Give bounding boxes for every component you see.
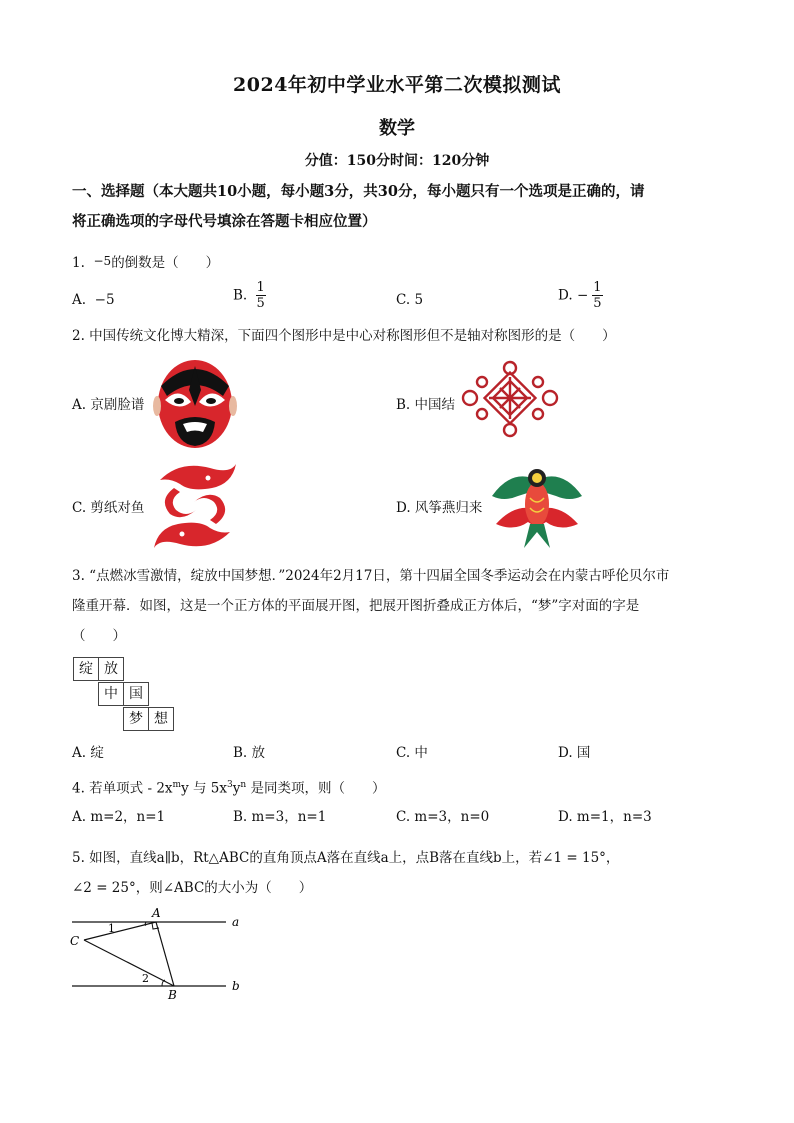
- mask-mouth: [183, 422, 207, 432]
- knot-loop-bl: [477, 409, 487, 419]
- knot-grid: [489, 377, 531, 419]
- q5-geometry-figure: [66, 904, 256, 1004]
- swallow-kite-image: [490, 462, 584, 550]
- q5-line2: ∠2 = 25°，则∠ABC的大小为（ ）: [72, 880, 313, 896]
- net-cell-1: 绽: [73, 657, 99, 681]
- fish-bottom-body: [154, 523, 230, 548]
- q1-option-d: [558, 280, 603, 311]
- mask-right-ear: [229, 396, 237, 416]
- q4-exp-3: 3: [227, 780, 233, 790]
- q4-option-b: B. m=3，n=1: [233, 809, 327, 825]
- label-angle-2: 2: [142, 972, 149, 985]
- label-B: B: [168, 988, 177, 1002]
- mask-left-eye: [174, 398, 184, 404]
- q4-option-c: C. m=3，n=0: [396, 809, 490, 825]
- net-cell-4: 国: [123, 682, 149, 706]
- segment-cb: [84, 940, 174, 986]
- q3-line2: 隆重开幕．如图，这是一个正方体的平面展开图，把展开图折叠成正方体后，“梦”字对面的字是: [72, 598, 640, 614]
- q1-neg5: −5: [93, 254, 112, 268]
- section-heading-line1: 一、选择题（本大题共10小题，每小题3分，共30分，每小题只有一个选项是正确的，请: [72, 183, 645, 200]
- q1-d-den: 5: [593, 296, 602, 311]
- subject-title: 数学: [379, 118, 415, 139]
- q1-a-label: A.: [72, 292, 87, 308]
- q4-stem: [72, 775, 385, 799]
- q1-option-c: [396, 290, 423, 310]
- q1-b-num: 1: [256, 280, 265, 295]
- q2-option-c: C. 剪纸对鱼: [72, 500, 145, 516]
- q1-stem-text: 的倒数是（ ）: [111, 255, 220, 271]
- kite-face: [532, 473, 542, 483]
- label-angle-1: 1: [108, 922, 115, 935]
- q2-option-b: B. 中国结: [396, 397, 456, 413]
- q4-exp-m: m: [172, 780, 182, 790]
- mask-right-eye: [206, 398, 216, 404]
- fish-bottom-eye: [180, 532, 185, 537]
- q1-c-text: 5: [414, 292, 424, 308]
- net-cell-2: 放: [98, 657, 124, 681]
- q3-option-c: C. 中: [396, 745, 428, 761]
- q4-exp-n: n: [240, 780, 247, 790]
- q1-option-a: [72, 290, 115, 310]
- chinese-knot-image: [460, 360, 560, 442]
- q1-b-label: B.: [233, 287, 248, 304]
- knot-loop-tl: [477, 377, 487, 387]
- section-heading: [72, 177, 722, 237]
- q4-option-d: D. m=1，n=3: [558, 809, 652, 825]
- q1-b-fraction: [256, 280, 266, 311]
- right-angle-mark: [152, 923, 159, 929]
- q1-option-b: [233, 280, 266, 311]
- kite-body: [525, 482, 549, 526]
- knot-right-loop: [543, 391, 557, 405]
- mask-left-ear: [153, 396, 161, 416]
- q2-stem: 2. 中国传统文化博大精深，下面四个图形中是中心对称图形但不是轴对称图形的是（ ）: [72, 328, 616, 344]
- net-cell-3: 中: [98, 682, 124, 706]
- q3-line3: （ ）: [72, 628, 126, 644]
- q2-option-a: A. 京剧脸谱: [72, 397, 145, 413]
- q1-stem: [72, 251, 219, 273]
- q4-mid1: y 与 5x: [181, 780, 227, 797]
- q1-d-fraction: [592, 280, 602, 311]
- fish-swirl-right: [194, 495, 225, 524]
- q4-suffix: 是同类项，则（ ）: [246, 780, 386, 797]
- q1-b-den: 5: [256, 296, 265, 311]
- fish-top-body: [160, 464, 236, 489]
- opera-mask-image: [153, 356, 237, 450]
- q4-mid2: y: [232, 780, 241, 797]
- q1-a-text: −5: [94, 292, 115, 308]
- knot-bottom-loop: [504, 424, 516, 436]
- q1-d-minus: −: [576, 287, 589, 304]
- fish-top-eye: [206, 476, 211, 481]
- q3-line1: 3. “点燃冰雪激情，绽放中国梦想．”2024年2月17日，第十四届全国冬季运动会在内蒙古呼伦贝尔市: [72, 568, 670, 584]
- segment-ab: [156, 922, 174, 986]
- label-line-a: a: [232, 915, 240, 929]
- score-time: 分值：150分时间：120分钟: [304, 153, 490, 169]
- q1-d-label: D.: [558, 287, 573, 304]
- q2-option-d: D. 风筝燕归来: [396, 500, 483, 516]
- q1-c-label: C.: [396, 292, 411, 308]
- section-heading-line2: 将正确选项的字母代号填涂在答题卡相应位置）: [72, 213, 377, 230]
- label-C: C: [70, 934, 80, 948]
- label-line-b: b: [232, 979, 240, 993]
- q4-option-a: A. m=2，n=1: [72, 809, 166, 825]
- q3-option-d: D. 国: [558, 745, 591, 761]
- q3-option-a: A. 绽: [72, 745, 104, 761]
- knot-loop-tr: [533, 377, 543, 387]
- q5-line1: 5. 如图，直线a∥b，Rt△ABC的直角顶点A落在直线a上，点B落在直线b上，若∠1 = 15°，: [72, 850, 620, 866]
- net-cell-6: 想: [148, 707, 174, 731]
- q3-option-b: B. 放: [233, 745, 266, 761]
- label-A: A: [152, 906, 161, 920]
- q1-number: 1.: [72, 255, 85, 271]
- knot-loop-br: [533, 409, 543, 419]
- exam-title: 2024年初中学业水平第二次模拟测试: [233, 74, 561, 96]
- q4-prefix: 4. 若单项式 - 2x: [72, 780, 173, 797]
- fish-swirl-left: [165, 488, 196, 517]
- knot-left-loop: [463, 391, 477, 405]
- q1-d-num: 1: [593, 280, 602, 295]
- paper-cut-fish-image: [150, 458, 240, 554]
- kite-tail: [524, 524, 550, 548]
- net-cell-5: 梦: [123, 707, 149, 731]
